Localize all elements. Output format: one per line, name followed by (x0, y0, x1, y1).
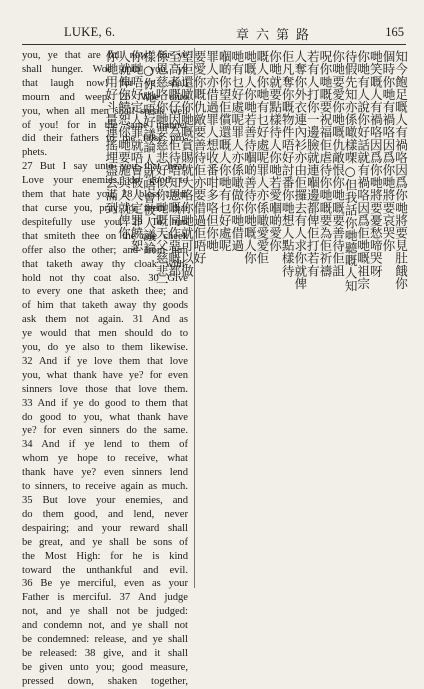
english-line: the Most High: for he is kind (22, 550, 188, 562)
english-line: 36 Be ye merciful, even as your (22, 578, 188, 590)
english-line: 32 And if ye love them that love (22, 355, 188, 367)
chinese-column: 樣○你哋唔好議論人就唔會被人議論 (141, 50, 157, 254)
english-line: you, ye that are full now! for ye (22, 50, 188, 61)
english-line: that taketh away thy cloak with- (22, 258, 188, 270)
chinese-column: 要愛你嘅仇敵要善待佢亦要借過佢唔好 (191, 50, 207, 265)
english-line: you, when all men shall speak well (22, 105, 188, 117)
chinese-column: 哋有乜好處呢罪人亦係噉做你哋借過 (229, 50, 245, 252)
english-line: that smiteth thee on the one cheek (22, 230, 188, 242)
english-line: despitefully use you. 29 To him (22, 216, 188, 228)
english-line: Father is merciful. 37 And judge (22, 592, 188, 604)
english-line: toward the unthankful and evil. (22, 564, 188, 576)
english-line: them that hate you, 28 bless them (22, 189, 188, 201)
english-line: whom ye hope to receive, what (22, 453, 188, 465)
english-line: sinners love those that love them. (22, 383, 188, 395)
chinese-column: 望佢還噉你哋嘅賞賜就大咯你哋就可以做 (178, 50, 194, 277)
english-line: you, do ye also to them likewise. (22, 342, 188, 354)
chinese-column: 嘅人你哋有乜好處呢罪人亦係噉愛愛佢 (254, 50, 270, 265)
english-line: 35 But love your enemies, and (22, 495, 188, 506)
chinese-column: 你哋就要點樣待人你哋若愛嗰啲愛你 (267, 50, 283, 252)
english-line: and condemn not, and ye shall not (22, 620, 188, 632)
english-line: ask them not again. 31 And as (22, 314, 188, 326)
chinese-column: 哋嘅人你哋若善待嗰啲善待你哋嘅人你 (241, 50, 257, 265)
english-line: Love your enemies, do good to (22, 175, 188, 187)
english-line: not, and ye shall not be judged: (22, 606, 188, 618)
english-line: pressed down, shaken together, (22, 675, 188, 687)
chinese-column: 呪你哋嘅要祝福佢虐待你哋嘅要為佢祈禱 (317, 50, 333, 277)
english-line: hold not thy coat also. 30 Give (22, 272, 188, 284)
english-line: 33 And if ye do good to them that (22, 397, 188, 409)
english-line: that laugh now! for ye shall (22, 77, 188, 89)
chinese-column: 係恩慈咯你哋要慈悲好似你哋嘅天父慈悲一 (153, 50, 169, 290)
english-line: be given unto you; good measure, (22, 661, 188, 673)
english-line: that curse you, pray for them that (22, 202, 188, 214)
chinese-column: 個時你哋有禍咯因爲你哋將要哀哭你 (380, 50, 396, 252)
chinese-column: 你哋有人說你好話就有禍咯因爲佢哋嘅祖宗 (355, 50, 371, 290)
english-line: of him that taketh away thy goods (22, 300, 188, 312)
english-line: shall hunger. Woe unto you, ye (22, 63, 188, 75)
english-line: ye? for even sinners do the same. (22, 425, 188, 437)
chinese-column: 佢凡奪你嘅物件唔好討番你哋想人點樣待 (279, 50, 295, 277)
chinese-column: 你哋要愛你哋嘅仇敵恨你哋嘅要善待佢詛 (330, 50, 346, 277)
english-line: offer also the other; and from him (22, 244, 188, 256)
chinese-column: 嗰啲你望佢償還嘅人你哋有乜好處呢 (216, 50, 232, 252)
chinese-column: 待假先知亦係噉樣㗎○但我話你哋聽嘅人知 (342, 50, 358, 292)
running-head-chinese: 章六第路 (236, 27, 317, 42)
chinese-column: 至高者嘅仔因為佢待唔知恩嘅同作惡嘅都 (166, 50, 182, 277)
english-line: be condemned: release, and ye shall (22, 634, 188, 646)
chinese-column: 罪人亦借過罪人想收番咁多咯但你哋 (204, 50, 220, 252)
english-line: be great, and ye shall be sons of (22, 536, 188, 548)
english-line: mourn and weep. 26 Woe unto (22, 91, 188, 103)
english-line: do good to you, what thank have (22, 411, 188, 423)
chinese-column: 你哋唔好定人罪就唔會被人定罪饒恕 (128, 50, 144, 252)
english-line: 34 And if ye lend to them of (22, 439, 188, 451)
english-line: to sinners, to receive again as much. (22, 481, 188, 493)
english-line: 27 But I say unto you that hear, (22, 161, 188, 173)
english-line: phets. (22, 147, 48, 159)
chinese-column: 知今飽足嘅人有禍咯因爲你哋將要見肚餓你 (393, 50, 408, 290)
chinese-column: 你哋用好斗量連搖埋盡去滿到 (103, 50, 119, 214)
english-line: thank have ye? even sinners lend (22, 467, 188, 479)
page-number: 165 (385, 25, 404, 39)
chinese-column: 哋笑嘅人有禍咯因爲你哋將要憂愁啼哭呀 (367, 50, 383, 277)
english-line: do them good, and lend, never (22, 508, 188, 520)
english-line: did their fathers to the false pro- (22, 133, 188, 145)
chinese-column: 人就俾你饒恕你哋要施與人就俾你 (115, 50, 131, 239)
english-line: to every one that asketh thee; and (22, 286, 188, 298)
running-head-english: LUKE, 6. (64, 25, 116, 39)
english-line: you, what thank have ye? for even (22, 369, 188, 381)
english-line: ye would that men should do to (22, 328, 188, 340)
page-header (22, 22, 406, 45)
english-line: despairing; and your reward shall (22, 522, 188, 534)
chinese-column: 人奪你外衣連內衫亦由佢攞去有人求你就俾 (292, 50, 308, 290)
chinese-column: 若有人打你一邊臉就連嗰邊都俾佢打若有 (304, 50, 320, 277)
english-line: of you! for in the same manner (22, 119, 188, 131)
english-line: be released: 38 give, and it shall (22, 647, 188, 659)
